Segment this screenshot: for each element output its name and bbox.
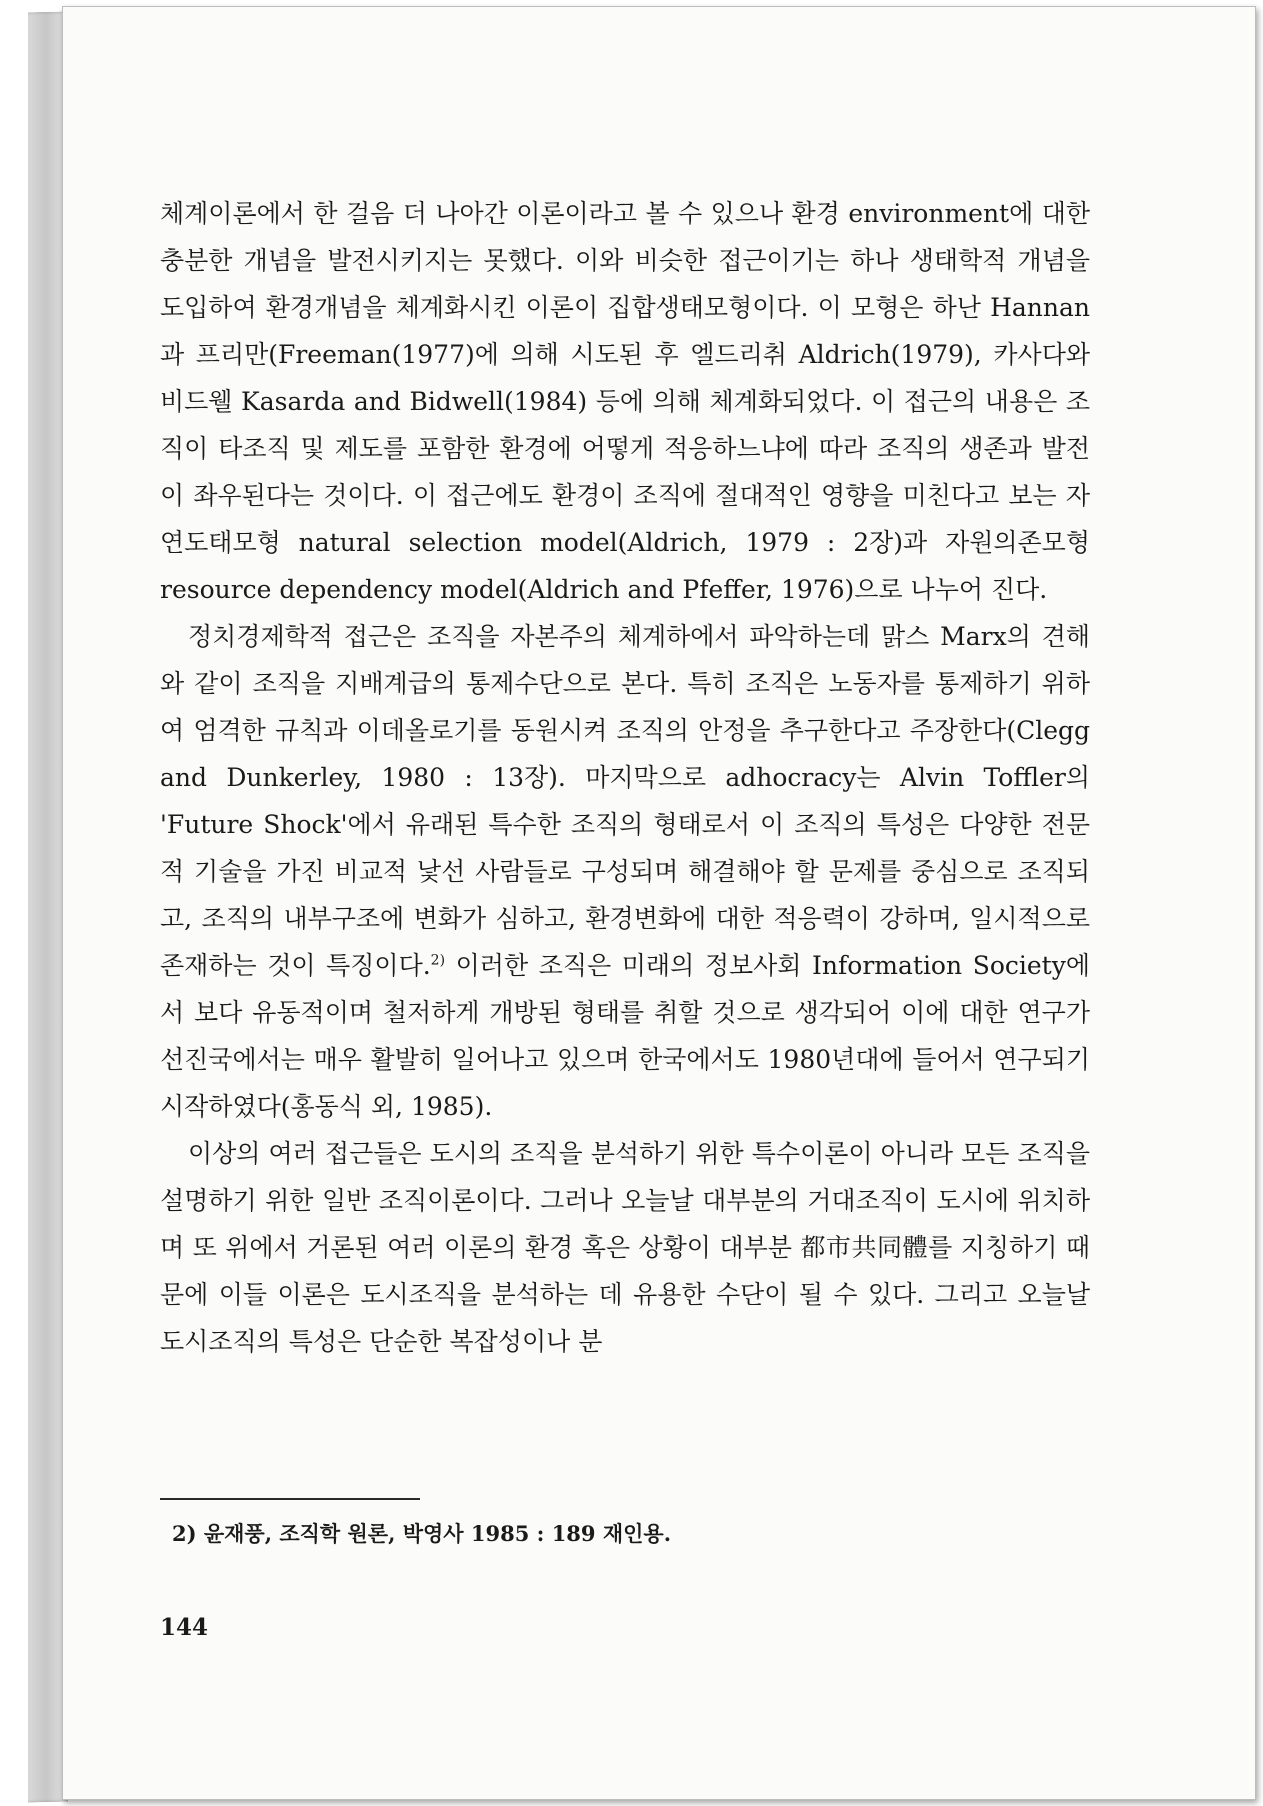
paragraph-2 [160, 613, 1090, 1130]
paragraph-2-text-after-note: 이러한 조직은 미래의 정보사회 Information Society에서 보다 유동적이며 철저하게 개방된 형태를 취할 것으로 생각되어 이에 대한 연구가 선진국에서는 매우 활발히 일어나고 있으며 한국에서도 1980년대에 들어서 연구되기 시작하였다(홍동식 외, 1985). [160, 951, 1090, 1121]
paragraph-1: 체계이론에서 한 걸음 더 나아간 이론이라고 볼 수 있으나 환경 environment에 대한 충분한 개념을 발전시키지는 못했다. 이와 비슷한 접근이기는 하나 생태학적 개념을 도입하여 환경개념을 체계화시킨 이론이 집합생태모형이다. 이 모형은 하난 Hannan과 프리만(Freeman(1977)에 의해 시도된 후 엘드리취 Aldrich(1979), 카사다와 비드웰 Kasarda and Bidwell(1984) 등에 의해 체계화되었다. 이 접근의 내용은 조직이 타조직 및 제도를 포함한 환경에 어떻게 적응하느냐에 따라 조직의 생존과 발전이 좌우된다는 것이다. 이 접근에도 환경이 조직에 절대적인 영향을 미친다고 보는 자연도태모형 natural selection model(Aldrich, 1979 : 2장)과 자원의존모형 resource dependency model(Aldrich and Pfeffer, 1976)으로 나누어 진다. [160, 199, 1090, 604]
footnote-divider [160, 1498, 420, 1500]
body-text [160, 190, 1090, 1365]
paragraph-2-text-before-note: 정치경제학적 접근은 조직을 자본주의 체계하에서 파악하는데 맑스 Marx의 견해와 같이 조직을 지배계급의 통제수단으로 본다. 특히 조직은 노동자를 통제하기 위하여 엄격한 규칙과 이데올로기를 동원시켜 조직의 안정을 추구한다고 주장한다(Clegg and Dunkerley, 1980 : 13장). 마지막으로 adhocracy는 Alvin Toffler의 'Future Shock'에서 유래된 특수한 조직의 형태로서 이 조직의 특성은 다양한 전문적 기술을 가진 비교적 낯선 사람들로 구성되며 해결해야 할 문제를 중심으로 조직되고, 조직의 내부구조에 변화가 심하고, 환경변화에 대한 적응력이 강하며, 일시적으로 존재하는 것이 특징이다. [160, 622, 1090, 980]
footnote: 2) 윤재풍, 조직학 원론, 박영사 1985 : 189 재인용. [172, 1521, 672, 1546]
paragraph-3: 이상의 여러 접근들은 도시의 조직을 분석하기 위한 특수이론이 아니라 모든 조직을 설명하기 위한 일반 조직이론이다. 그러나 오늘날 대부분의 거대조직이 도시에 위치하며 또 위에서 거론된 여러 이론의 환경 혹은 상황이 대부분 都市共同體를 지칭하기 때문에 이들 이론은 도시조직을 분석하는 데 유용한 수단이 될 수 있다. 그리고 오늘날 도시조직의 특성은 단순한 복잡성이나 분 [160, 1139, 1090, 1356]
footnote-reference: 2) [430, 952, 446, 969]
page-number: 144 [160, 1614, 209, 1641]
